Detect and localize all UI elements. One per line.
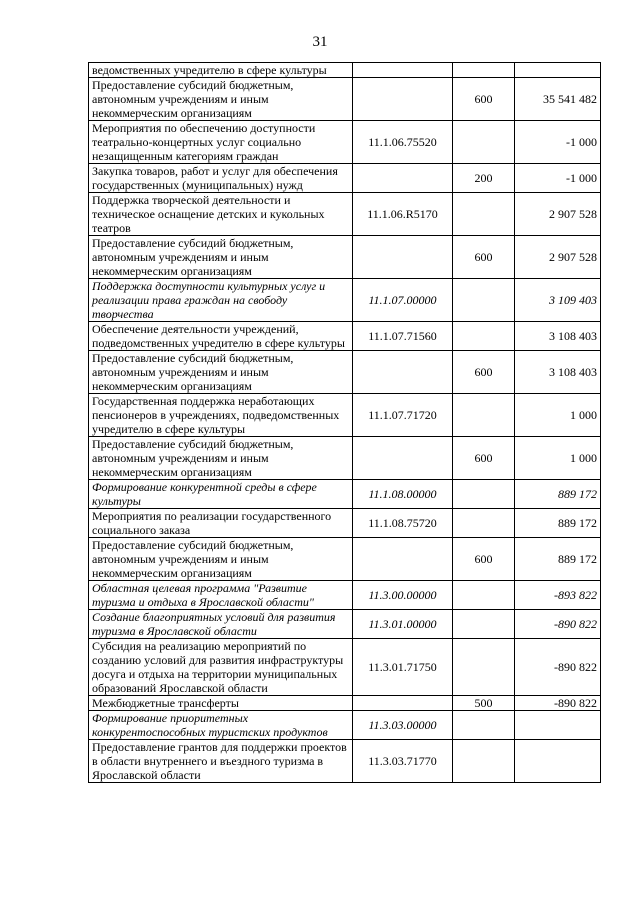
- row-expense-type-cell: [453, 610, 515, 639]
- row-name-cell: Предоставление грантов для поддержки проектов в области внутреннего и въездного туризма в Ярославской области: [89, 740, 353, 783]
- row-code-cell: [353, 351, 453, 394]
- budget-table: [88, 62, 601, 783]
- row-expense-type-cell: 600: [453, 236, 515, 279]
- row-name-cell: Предоставление субсидий бюджетным, автономным учреждениям и иным некоммерческим организациям: [89, 437, 353, 480]
- row-code-cell: 11.1.06.R5170: [353, 193, 453, 236]
- table-row: [89, 351, 601, 394]
- table-row: [89, 279, 601, 322]
- row-code-cell: 11.1.06.75520: [353, 121, 453, 164]
- row-code-cell: [353, 437, 453, 480]
- page-number: 31: [312, 34, 328, 50]
- row-code-cell: 11.3.03.71770: [353, 740, 453, 783]
- row-code-cell: [353, 63, 453, 78]
- row-name-cell: Мероприятия по обеспечению доступности театрально-концертных услуг социально незащищенным категориям граждан: [89, 121, 353, 164]
- row-code-cell: 11.1.07.71720: [353, 394, 453, 437]
- row-amount-cell: -890 822: [515, 639, 601, 696]
- row-name-cell: Формирование приоритетных конкурентоспособных туристских продуктов: [89, 711, 353, 740]
- row-code-cell: [353, 696, 453, 711]
- row-expense-type-cell: 500: [453, 696, 515, 711]
- row-amount-cell: 889 172: [515, 538, 601, 581]
- row-code-cell: 11.1.07.71560: [353, 322, 453, 351]
- row-code-cell: [353, 164, 453, 193]
- row-expense-type-cell: [453, 279, 515, 322]
- row-amount-cell: 3 108 403: [515, 322, 601, 351]
- table-row: [89, 538, 601, 581]
- table-row: [89, 509, 601, 538]
- row-expense-type-cell: 600: [453, 437, 515, 480]
- table-row: [89, 236, 601, 279]
- row-name-cell: Государственная поддержка неработающих пенсионеров в учреждениях, подведомственных учредителю в сфере культуры: [89, 394, 353, 437]
- row-amount-cell: 2 907 528: [515, 236, 601, 279]
- row-name-cell: ведомственных учредителю в сфере культуры: [89, 63, 353, 78]
- row-expense-type-cell: 200: [453, 164, 515, 193]
- row-name-cell: Поддержка творческой деятельности и техническое оснащение детских и кукольных театров: [89, 193, 353, 236]
- row-code-cell: 11.3.01.71750: [353, 639, 453, 696]
- row-name-cell: Создание благоприятных условий для развития туризма в Ярославской области: [89, 610, 353, 639]
- row-name-cell: Предоставление субсидий бюджетным, автономным учреждениям и иным некоммерческим организациям: [89, 538, 353, 581]
- row-amount-cell: -890 822: [515, 610, 601, 639]
- row-expense-type-cell: [453, 63, 515, 78]
- row-expense-type-cell: [453, 581, 515, 610]
- row-expense-type-cell: [453, 193, 515, 236]
- row-expense-type-cell: [453, 740, 515, 783]
- table-row: [89, 740, 601, 783]
- row-amount-cell: -1 000: [515, 121, 601, 164]
- row-code-cell: 11.3.01.00000: [353, 610, 453, 639]
- table-row: [89, 610, 601, 639]
- row-expense-type-cell: [453, 509, 515, 538]
- row-amount-cell: 1 000: [515, 394, 601, 437]
- table-row: [89, 322, 601, 351]
- row-expense-type-cell: [453, 639, 515, 696]
- row-expense-type-cell: 600: [453, 538, 515, 581]
- budget-table-body: [89, 63, 601, 783]
- row-name-cell: Межбюджетные трансферты: [89, 696, 353, 711]
- row-amount-cell: -893 822: [515, 581, 601, 610]
- row-name-cell: Обеспечение деятельности учреждений, подведомственных учредителю в сфере культуры: [89, 322, 353, 351]
- row-code-cell: [353, 78, 453, 121]
- row-amount-cell: 889 172: [515, 480, 601, 509]
- row-name-cell: Субсидия на реализацию мероприятий по созданию условий для развития инфраструктуры досуга и отдыха на территории муниципальных образований Ярославской области: [89, 639, 353, 696]
- table-row: [89, 711, 601, 740]
- row-amount-cell: -890 822: [515, 696, 601, 711]
- row-code-cell: 11.3.00.00000: [353, 581, 453, 610]
- row-name-cell: Областная целевая программа "Развитие туризма и отдыха в Ярославской области": [89, 581, 353, 610]
- row-code-cell: 11.1.07.00000: [353, 279, 453, 322]
- table-row: [89, 121, 601, 164]
- row-amount-cell: [515, 740, 601, 783]
- row-code-cell: 11.1.08.00000: [353, 480, 453, 509]
- row-code-cell: [353, 236, 453, 279]
- table-row: [89, 193, 601, 236]
- row-name-cell: Закупка товаров, работ и услуг для обеспечения государственных (муниципальных) нужд: [89, 164, 353, 193]
- row-name-cell: Поддержка доступности культурных услуг и реализации права граждан на свободу творчества: [89, 279, 353, 322]
- row-amount-cell: [515, 711, 601, 740]
- table-row: [89, 63, 601, 78]
- row-amount-cell: 35 541 482: [515, 78, 601, 121]
- row-expense-type-cell: [453, 394, 515, 437]
- row-code-cell: [353, 538, 453, 581]
- row-expense-type-cell: [453, 480, 515, 509]
- row-amount-cell: 2 907 528: [515, 193, 601, 236]
- table-row: [89, 437, 601, 480]
- row-code-cell: 11.1.08.75720: [353, 509, 453, 538]
- row-expense-type-cell: [453, 711, 515, 740]
- row-expense-type-cell: 600: [453, 351, 515, 394]
- table-row: [89, 581, 601, 610]
- row-name-cell: Формирование конкурентной среды в сфере культуры: [89, 480, 353, 509]
- row-amount-cell: 3 109 403: [515, 279, 601, 322]
- table-row: [89, 696, 601, 711]
- row-name-cell: Предоставление субсидий бюджетным, автономным учреждениям и иным некоммерческим организациям: [89, 351, 353, 394]
- row-code-cell: 11.3.03.00000: [353, 711, 453, 740]
- row-name-cell: Мероприятия по реализации государственного социального заказа: [89, 509, 353, 538]
- table-row: [89, 480, 601, 509]
- row-amount-cell: 889 172: [515, 509, 601, 538]
- row-amount-cell: 3 108 403: [515, 351, 601, 394]
- table-row: [89, 164, 601, 193]
- row-name-cell: Предоставление субсидий бюджетным, автономным учреждениям и иным некоммерческим организациям: [89, 78, 353, 121]
- row-expense-type-cell: 600: [453, 78, 515, 121]
- table-row: [89, 639, 601, 696]
- table-row: [89, 78, 601, 121]
- row-amount-cell: [515, 63, 601, 78]
- row-name-cell: Предоставление субсидий бюджетным, автономным учреждениям и иным некоммерческим организациям: [89, 236, 353, 279]
- row-expense-type-cell: [453, 322, 515, 351]
- table-row: [89, 394, 601, 437]
- row-amount-cell: -1 000: [515, 164, 601, 193]
- row-amount-cell: 1 000: [515, 437, 601, 480]
- row-expense-type-cell: [453, 121, 515, 164]
